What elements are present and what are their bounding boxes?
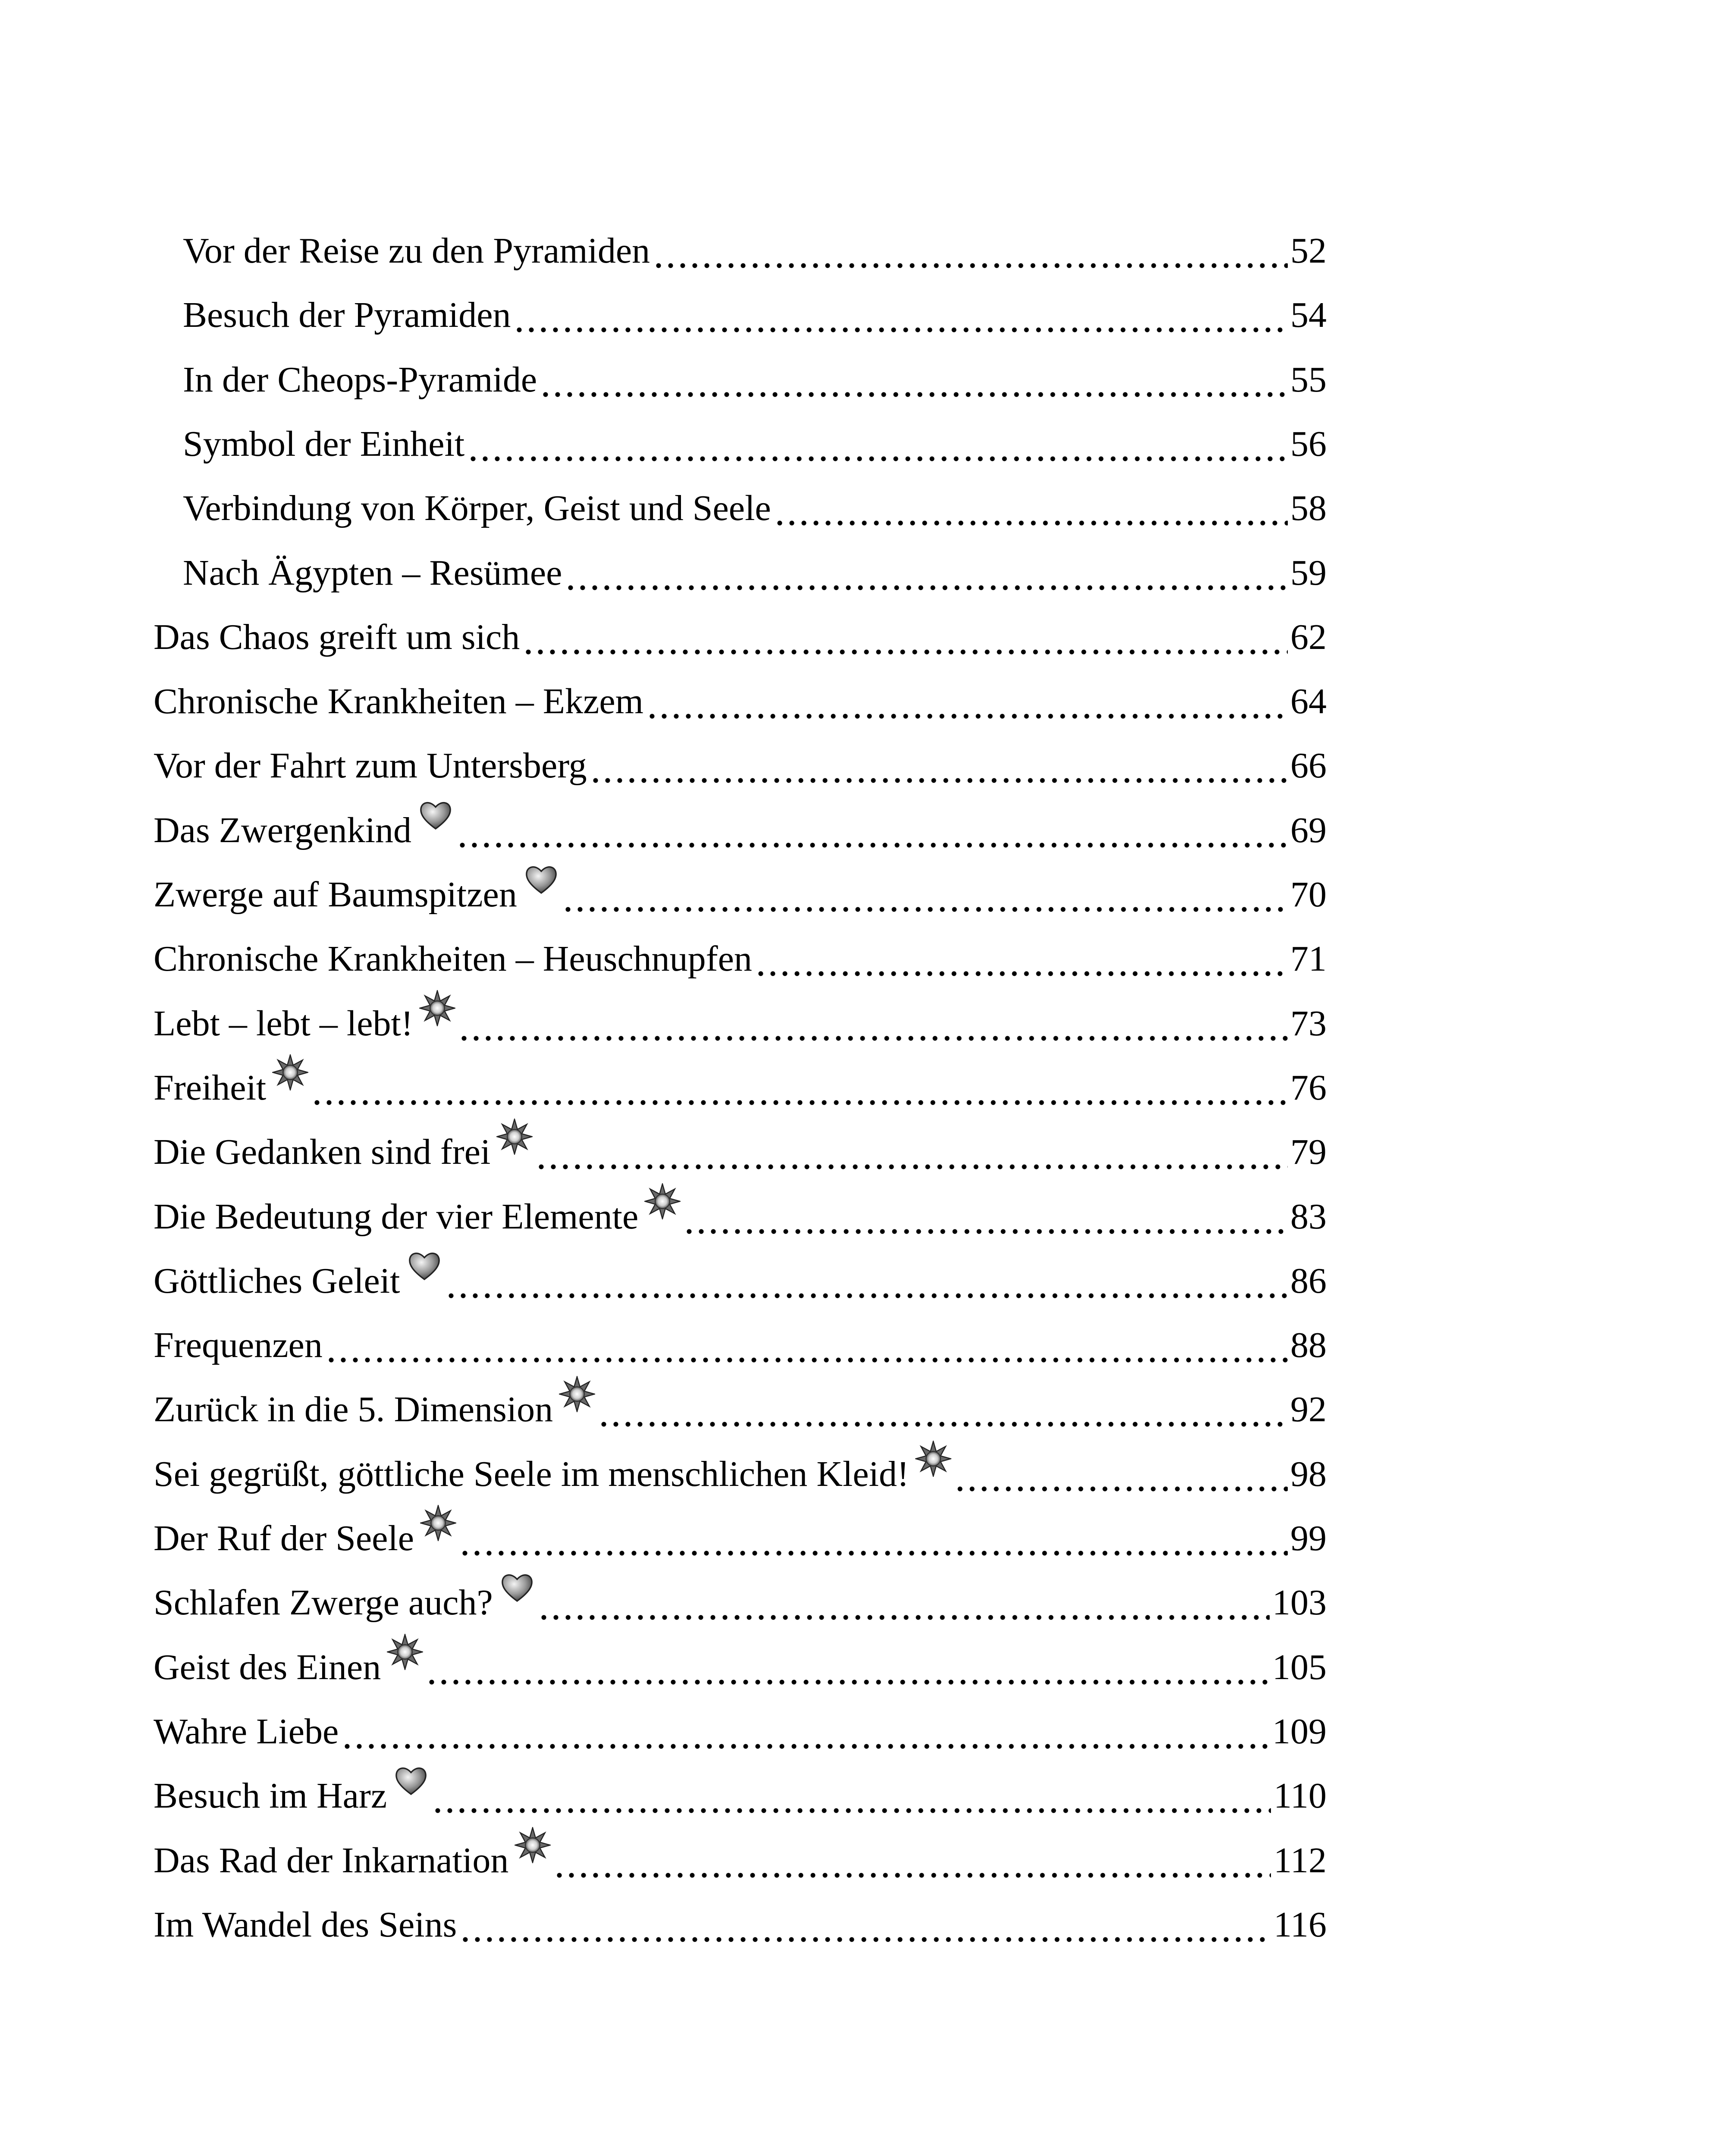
dot-leader [646,681,1288,722]
dot-leader [432,1775,1271,1817]
dot-leader [565,552,1288,594]
toc-entry-title: Das Zwergenkind [154,810,411,850]
toc-entry-title: Im Wandel des Seins [154,1905,457,1945]
toc-entry-title: Verbindung von Körper, Geist und Seele [183,488,771,528]
toc-entry-page-number: 98 [1290,1454,1327,1494]
toc-entry-title: Besuch der Pyramiden [183,295,511,335]
dot-leader [954,1454,1288,1495]
toc-entry-page-number: 79 [1290,1132,1327,1172]
toc-entry[interactable] [183,477,1327,529]
toc-entry-title: Sei gegrüßt, göttliche Seele im menschlichen Kleid! [154,1454,909,1494]
heart-icon [523,861,559,897]
dot-leader [562,874,1288,915]
toc-entry[interactable] [154,1379,1327,1430]
toc-entry-title: Nach Ägypten – Resümee [183,553,562,593]
dot-leader [459,1518,1288,1559]
toc-entry[interactable] [183,542,1327,594]
toc-entry-page-number: 62 [1290,617,1327,657]
toc-entry-page-number: 59 [1290,553,1327,593]
toc-entry-page-number: 76 [1290,1068,1327,1108]
toc-entry-page-number: 105 [1272,1647,1327,1687]
toc-entry-page-number: 55 [1290,360,1327,400]
dot-leader [459,1904,1271,1946]
toc-entry[interactable] [154,606,1327,658]
sun-icon [559,1376,595,1412]
dot-leader [445,1260,1288,1302]
toc-entry-title: Zurück in die 5. Dimension [154,1389,553,1429]
toc-entry-title: Göttliches Geleit [154,1261,400,1301]
dot-leader [538,1582,1270,1623]
toc-entry[interactable] [183,220,1327,272]
toc-entry[interactable] [154,1572,1327,1623]
sun-icon [272,1054,308,1091]
toc-entry-page-number: 58 [1290,488,1327,528]
dot-leader [653,230,1288,272]
toc-entry-page-number: 83 [1290,1197,1327,1237]
toc-entry[interactable] [154,1314,1327,1366]
toc-entry-page-number: 88 [1290,1325,1327,1365]
dot-leader [774,488,1288,529]
toc-entry[interactable] [154,1765,1327,1817]
toc-entry[interactable] [154,1121,1327,1173]
sun-icon [644,1183,681,1219]
toc-entry-page-number: 73 [1290,1003,1327,1044]
toc-entry-title: Frequenzen [154,1325,323,1365]
toc-entry-page-number: 66 [1290,746,1327,786]
toc-entry[interactable] [154,1250,1327,1302]
toc-entry-page-number: 69 [1290,810,1327,850]
toc-entry[interactable] [154,993,1327,1044]
dot-leader [553,1840,1271,1881]
toc-entry-page-number: 71 [1290,939,1327,979]
dot-leader [426,1647,1270,1688]
sun-icon [419,990,455,1026]
dot-leader [325,1325,1288,1366]
toc-entry[interactable] [154,1443,1327,1495]
toc-entry-page-number: 109 [1272,1711,1327,1752]
toc-entry-title: Wahre Liebe [154,1711,339,1752]
dot-leader [341,1711,1270,1752]
heart-icon [417,797,454,833]
dot-leader [456,810,1288,851]
toc-entry-title: Geist des Einen [154,1647,381,1687]
toc-entry-page-number: 92 [1290,1389,1327,1429]
toc-entry-title: Besuch im Harz [154,1776,387,1816]
dot-leader [535,1131,1288,1173]
toc-entry-title: Vor der Fahrt zum Untersberg [154,746,587,786]
heart-icon [499,1569,535,1605]
sun-icon [515,1827,551,1863]
toc-entry[interactable] [183,349,1327,401]
dot-leader [513,295,1288,336]
sun-icon [420,1505,456,1541]
toc-entry-title: Vor der Reise zu den Pyramiden [183,231,650,271]
toc-entry-title: Das Chaos greift um sich [154,617,520,657]
toc-entry[interactable] [154,1701,1327,1752]
dot-leader [598,1389,1288,1430]
toc-entry[interactable] [154,1186,1327,1238]
toc-entry-page-number: 70 [1290,874,1327,915]
toc-entry-page-number: 103 [1272,1583,1327,1623]
toc-entry-page-number: 56 [1290,424,1327,464]
toc-entry-title: Schlafen Zwerge auch? [154,1583,493,1623]
dot-leader [540,359,1288,401]
toc-entry-title: Chronische Krankheiten – Heuschnupfen [154,939,752,979]
sun-icon [387,1634,423,1670]
toc-entry[interactable] [154,1507,1327,1559]
toc-entry-title: Chronische Krankheiten – Ekzem [154,681,643,721]
toc-entry-title: Lebt – lebt – lebt! [154,1003,413,1044]
dot-leader [311,1067,1288,1109]
toc-entry[interactable] [183,284,1327,336]
toc-entry[interactable] [154,1057,1327,1109]
toc-entry[interactable] [154,735,1327,787]
toc-entry[interactable] [154,864,1327,915]
toc-entry-title: Die Bedeutung der vier Elemente [154,1197,639,1237]
toc-entry-page-number: 64 [1290,681,1327,721]
toc-entry-page-number: 86 [1290,1261,1327,1301]
toc-entry[interactable] [154,671,1327,722]
toc-entry-page-number: 110 [1274,1776,1327,1816]
toc-entry[interactable] [183,413,1327,465]
dot-leader [467,423,1288,465]
toc-entry[interactable] [154,799,1327,851]
heart-icon [393,1762,429,1799]
toc-entry[interactable] [154,1636,1327,1688]
toc-entry-page-number: 112 [1274,1840,1327,1880]
toc-entry-page-number: 54 [1290,295,1327,335]
sun-icon [915,1441,951,1477]
dot-leader [683,1196,1288,1238]
heart-icon [406,1247,442,1284]
dot-leader [590,745,1288,787]
toc-entry-page-number: 99 [1290,1518,1327,1558]
sun-icon [496,1119,533,1155]
toc-entry[interactable] [154,1830,1327,1881]
toc-entry-title: Die Gedanken sind frei [154,1132,491,1172]
toc-entry-page-number: 52 [1290,231,1327,271]
toc-entry[interactable] [154,928,1327,980]
dot-leader [522,617,1288,658]
dot-leader [755,938,1288,980]
toc-entry-title: Freiheit [154,1068,267,1108]
toc-entry-title: Das Rad der Inkarnation [154,1840,509,1880]
toc-entry-title: Zwerge auf Baumspitzen [154,874,517,915]
dot-leader [458,1003,1288,1044]
toc-entry[interactable] [154,1894,1327,1946]
toc-entry-title: Der Ruf der Seele [154,1518,414,1558]
toc-entry-title: In der Cheops-Pyramide [183,360,537,400]
toc-entry-title: Symbol der Einheit [183,424,465,464]
toc-entry-page-number: 116 [1274,1905,1327,1945]
